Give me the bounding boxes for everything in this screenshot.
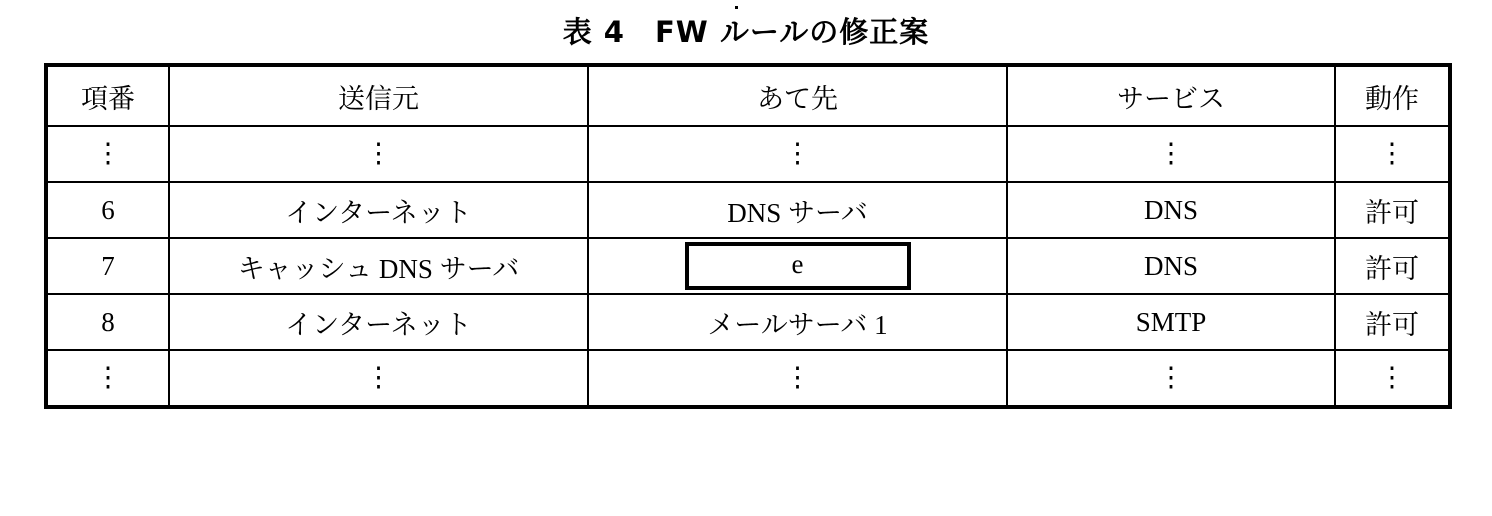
cell-service: DNS [1007, 182, 1335, 238]
cell-no: 8 [46, 294, 169, 350]
cell-service [1007, 350, 1335, 407]
vertical-ellipsis-icon: ⋮ [1157, 361, 1185, 392]
cell-action: 許可 [1335, 182, 1450, 238]
cell-no: 7 [46, 238, 169, 294]
vertical-ellipsis-icon: ⋮ [94, 137, 122, 168]
table-row [46, 294, 1450, 350]
column-header-no: 項番 [46, 65, 169, 126]
cell-destination [588, 350, 1007, 407]
cell-source: キャッシュ DNS サーバ [169, 238, 588, 294]
column-header-action: 動作 [1335, 65, 1450, 126]
vertical-ellipsis-icon: ⋮ [1157, 137, 1185, 168]
cell-service [1007, 126, 1335, 182]
table-row [46, 126, 1450, 182]
cell-no: 6 [46, 182, 169, 238]
cell-source: インターネット [169, 182, 588, 238]
cell-destination: DNS サーバ [588, 182, 1007, 238]
table-caption: 表 4 FW ルールの修正案 [562, 15, 930, 49]
vertical-ellipsis-icon: ⋮ [1378, 361, 1406, 392]
vertical-ellipsis-icon: ⋮ [1378, 137, 1406, 168]
cell-destination: メールサーバ 1 [588, 294, 1007, 350]
cell-destination [588, 126, 1007, 182]
column-header-source: 送信元 [169, 65, 588, 126]
vertical-ellipsis-icon: ⋮ [784, 137, 811, 168]
cell-action: 許可 [1335, 238, 1450, 294]
table-body [46, 126, 1450, 407]
column-header-service: サービス [1007, 65, 1335, 126]
table-row [46, 350, 1450, 407]
cell-destination [588, 238, 1007, 294]
cell-action: 許可 [1335, 294, 1450, 350]
stray-dot-mark [735, 6, 738, 9]
cell-action [1335, 126, 1450, 182]
cell-source [169, 126, 588, 182]
cell-action [1335, 350, 1450, 407]
vertical-ellipsis-icon: ⋮ [784, 361, 811, 392]
answer-blank-e[interactable]: e [685, 242, 911, 290]
table-row [46, 238, 1450, 294]
fw-rules-table [44, 63, 1452, 409]
table-row [46, 182, 1450, 238]
table-header-row [46, 65, 1450, 126]
cell-source: インターネット [169, 294, 588, 350]
vertical-ellipsis-icon: ⋮ [365, 361, 392, 392]
table-header [46, 65, 1450, 126]
cell-no [46, 350, 169, 407]
table-container [44, 63, 1448, 409]
vertical-ellipsis-icon: ⋮ [94, 361, 122, 392]
cell-source [169, 350, 588, 407]
vertical-ellipsis-icon: ⋮ [365, 137, 392, 168]
cell-service: DNS [1007, 238, 1335, 294]
column-header-destination: あて先 [588, 65, 1007, 126]
cell-service: SMTP [1007, 294, 1335, 350]
cell-no [46, 126, 169, 182]
